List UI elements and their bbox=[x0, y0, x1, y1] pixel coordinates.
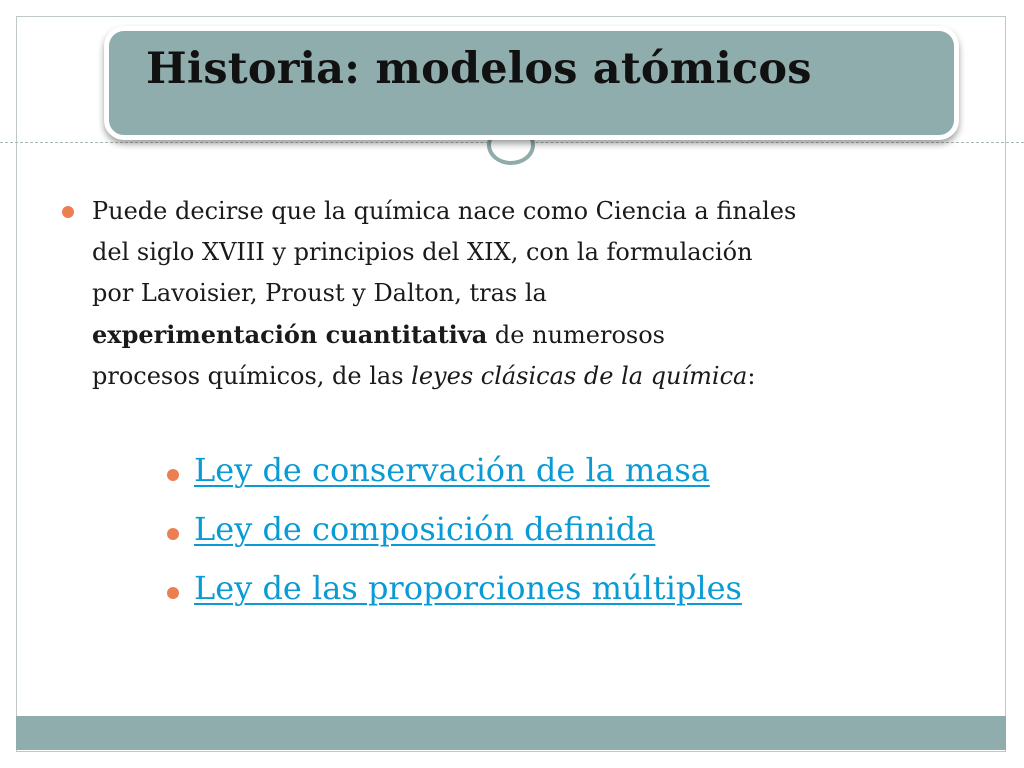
bullet-dot bbox=[167, 587, 179, 599]
paragraph-line bbox=[92, 356, 972, 397]
slide-title: Historia: modelos atómicos bbox=[146, 44, 812, 94]
paragraph-text: de numerosos bbox=[487, 321, 665, 349]
paragraph-text: : bbox=[747, 362, 756, 390]
bullet-paragraph bbox=[92, 191, 972, 397]
italic-phrase: leyes clásicas de la química bbox=[411, 362, 748, 390]
paragraph-line: del siglo XVIII y principios del XIX, con la formulación bbox=[92, 238, 753, 266]
bold-phrase: experimentación cuantitativa bbox=[92, 320, 488, 349]
paragraph-text: procesos químicos, de las bbox=[92, 362, 412, 390]
paragraph-line: Puede decirse que la química nace como Ciencia a finales bbox=[92, 197, 797, 225]
paragraph-line: por Lavoisier, Proust y Dalton, tras la bbox=[92, 279, 547, 307]
law-link-conservation[interactable]: Ley de conservación de la masa bbox=[194, 451, 710, 489]
bullet-dot bbox=[62, 206, 74, 218]
bullet-dot bbox=[167, 469, 179, 481]
footer-bar bbox=[16, 716, 1006, 750]
law-link-definite-composition[interactable]: Ley de composición definida bbox=[194, 510, 656, 548]
bullet-dot bbox=[167, 528, 179, 540]
paragraph-line bbox=[92, 314, 972, 356]
law-link-multiple-proportions[interactable]: Ley de las proporciones múltiples bbox=[194, 569, 742, 607]
